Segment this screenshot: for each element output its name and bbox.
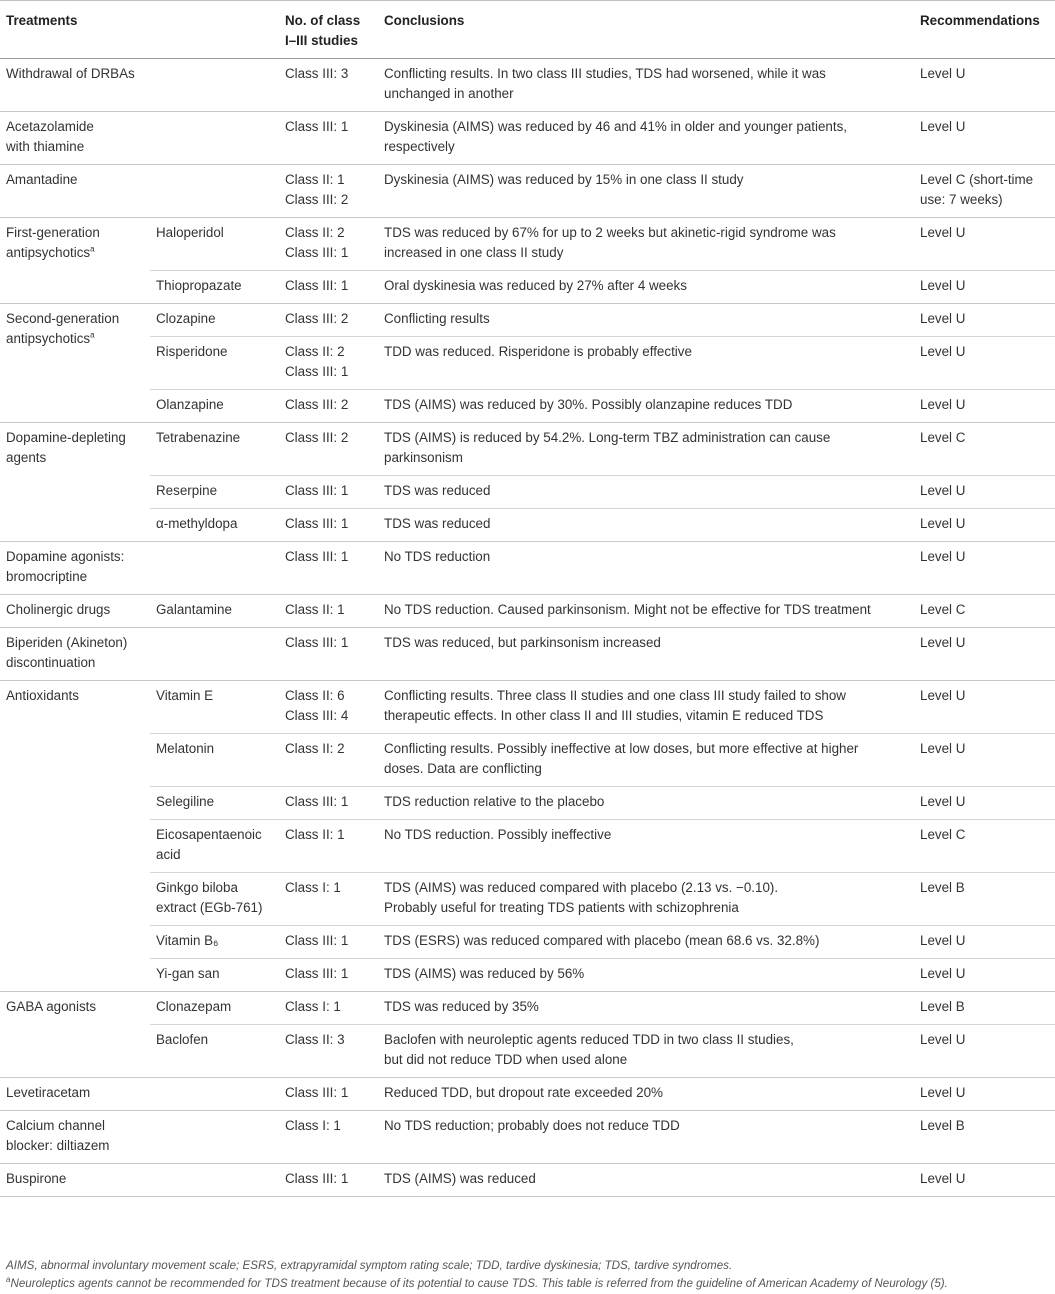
table-row — [0, 1111, 1055, 1164]
studies-cell: Class III: 1 — [279, 628, 378, 681]
studies-cell: Class II: 1 — [279, 595, 378, 628]
studies-cell: Class II: 2 Class III: 1 — [279, 218, 378, 271]
treatment-cell — [0, 1111, 279, 1164]
treatment-name: Second-generation antipsychotics — [6, 311, 120, 346]
conclusion-cell: Conflicting results. Three class II studies and one class III study failed to show therapeutic effects. In other class II and III studies, vitamin E reduced TDS — [378, 681, 914, 734]
studies-cell: Class II: 1 Class III: 2 — [279, 165, 378, 218]
recommendation-cell: Level U — [914, 734, 1055, 787]
studies-cell: Class III: 3 — [279, 59, 378, 112]
treatment-cell — [0, 542, 279, 595]
studies-cell: Class III: 1 — [279, 476, 378, 509]
conclusion-cell: Dyskinesia (AIMS) was reduced by 46 and 41% in older and younger patients, respectively — [378, 112, 914, 165]
recommendation-cell: Level U — [914, 1078, 1055, 1111]
table-header — [0, 1, 1055, 59]
table-row — [0, 787, 1055, 820]
recommendation-cell: Level U — [914, 542, 1055, 595]
table-row — [0, 112, 1055, 165]
conclusion-cell: Oral dyskinesia was reduced by 27% after 4 weeks — [378, 271, 914, 304]
drug-cell: Tetrabenazine — [150, 423, 279, 476]
table-row — [0, 992, 1055, 1025]
drug-cell: Vitamin E — [150, 681, 279, 734]
treatment-cell — [0, 1078, 279, 1111]
table-row — [0, 1025, 1055, 1078]
drug-cell: α-methyldopa — [150, 509, 279, 542]
recommendation-cell: Level B — [914, 873, 1055, 926]
table-row — [0, 542, 1055, 595]
drug-cell: Vitamin B₆ — [150, 926, 279, 959]
drug-cell: Haloperidol — [150, 218, 279, 271]
conclusion-cell: Conflicting results. Possibly ineffective at low doses, but more effective at higher doses. Data are conflicting — [378, 734, 914, 787]
conclusion-cell: TDS was reduced, but parkinsonism increased — [378, 628, 914, 681]
table-row — [0, 1164, 1055, 1197]
drug-cell: Thiopropazate — [150, 271, 279, 304]
conclusion-cell: TDS (ESRS) was reduced compared with placebo (mean 68.6 vs. 32.8%) — [378, 926, 914, 959]
treatment-cell — [0, 304, 150, 423]
table-row — [0, 595, 1055, 628]
footnote-note — [6, 1275, 1051, 1293]
table-row — [0, 476, 1055, 509]
studies-cell: Class I: 1 — [279, 992, 378, 1025]
conclusion-cell: TDS was reduced by 35% — [378, 992, 914, 1025]
treatment-cell — [0, 1164, 279, 1197]
conclusion-cell: TDS was reduced — [378, 476, 914, 509]
drug-cell: Selegiline — [150, 787, 279, 820]
drug-cell: Yi-gan san — [150, 959, 279, 992]
conclusion-cell: TDS (AIMS) was reduced compared with placebo (2.13 vs. −0.10). Probably useful for treating TDS patients with schizophrenia — [378, 873, 914, 926]
treatment-name: GABA agonists — [6, 999, 97, 1014]
drug-cell: Clonazepam — [150, 992, 279, 1025]
treatment-name: Acetazolamide with thiamine — [6, 119, 94, 154]
studies-cell: Class III: 1 — [279, 271, 378, 304]
conclusion-cell: Dyskinesia (AIMS) was reduced by 15% in one class II study — [378, 165, 914, 218]
treatment-cell — [0, 992, 150, 1078]
studies-cell: Class II: 3 — [279, 1025, 378, 1078]
table-row — [0, 304, 1055, 337]
table-row — [0, 681, 1055, 734]
table-row — [0, 509, 1055, 542]
treatment-name: Biperiden (Akineton) discontinuation — [6, 635, 128, 670]
recommendation-cell: Level U — [914, 337, 1055, 390]
recommendation-cell: Level U — [914, 787, 1055, 820]
studies-cell: Class I: 1 — [279, 1111, 378, 1164]
treatment-name: Cholinergic drugs — [6, 602, 111, 617]
drug-cell: Clozapine — [150, 304, 279, 337]
studies-cell: Class II: 2 — [279, 734, 378, 787]
conclusion-cell: No TDS reduction. Caused parkinsonism. Might not be effective for TDS treatment — [378, 595, 914, 628]
recommendation-cell: Level C (short-time use: 7 weeks) — [914, 165, 1055, 218]
treatment-cell — [0, 628, 279, 681]
treatment-name: Antioxidants — [6, 688, 79, 703]
table-row — [0, 59, 1055, 112]
studies-cell: Class II: 6 Class III: 4 — [279, 681, 378, 734]
studies-cell: Class III: 2 — [279, 390, 378, 423]
recommendation-cell: Level U — [914, 959, 1055, 992]
drug-cell: Eicosapentaenoic acid — [150, 820, 279, 873]
conclusion-cell: TDS (AIMS) was reduced by 30%. Possibly olanzapine reduces TDD — [378, 390, 914, 423]
treatment-cell — [0, 681, 150, 992]
treatment-name: Dopamine-depleting agents — [6, 430, 126, 465]
studies-cell: Class III: 1 — [279, 1164, 378, 1197]
header-row — [0, 1, 1055, 59]
conclusion-cell: Conflicting results — [378, 304, 914, 337]
recommendation-cell: Level C — [914, 820, 1055, 873]
studies-cell: Class III: 1 — [279, 926, 378, 959]
table-row — [0, 165, 1055, 218]
conclusion-cell: TDS reduction relative to the placebo — [378, 787, 914, 820]
treatment-cell — [0, 165, 279, 218]
table-row — [0, 1078, 1055, 1111]
recommendation-cell: Level U — [914, 926, 1055, 959]
drug-cell: Olanzapine — [150, 390, 279, 423]
treatment-name: Buspirone — [6, 1171, 67, 1186]
studies-cell: Class III: 1 — [279, 542, 378, 595]
treatment-cell — [0, 59, 279, 112]
conclusion-cell: TDS was reduced — [378, 509, 914, 542]
table-row — [0, 390, 1055, 423]
drug-cell: Ginkgo biloba extract (EGb-761) — [150, 873, 279, 926]
studies-cell: Class III: 2 — [279, 304, 378, 337]
footnote-note-text: Neuroleptics agents cannot be recommended for TDS treatment because of its potential to cause TDS. This table is referred from the guideline of American Academy of Neurology (5). — [10, 1277, 948, 1290]
recommendation-cell: Level U — [914, 476, 1055, 509]
table-row — [0, 337, 1055, 390]
footnote-marker: a — [90, 244, 95, 254]
recommendation-cell: Level U — [914, 304, 1055, 337]
table-row — [0, 423, 1055, 476]
recommendation-cell: Level C — [914, 423, 1055, 476]
treatment-name: Dopamine agonists: bromocriptine — [6, 549, 125, 584]
conclusion-cell: No TDS reduction — [378, 542, 914, 595]
conclusion-cell: TDD was reduced. Risperidone is probably effective — [378, 337, 914, 390]
recommendation-cell: Level U — [914, 681, 1055, 734]
recommendation-cell: Level U — [914, 628, 1055, 681]
studies-cell: Class III: 1 — [279, 112, 378, 165]
conclusion-cell: No TDS reduction. Possibly ineffective — [378, 820, 914, 873]
treatment-name: Levetiracetam — [6, 1085, 91, 1100]
treatment-name: First-generation antipsychotics — [6, 225, 100, 260]
studies-cell: Class III: 2 — [279, 423, 378, 476]
recommendation-cell: Level U — [914, 390, 1055, 423]
studies-cell: Class II: 2 Class III: 1 — [279, 337, 378, 390]
table-row — [0, 926, 1055, 959]
drug-cell: Melatonin — [150, 734, 279, 787]
conclusion-cell: TDS (AIMS) was reduced by 56% — [378, 959, 914, 992]
table-body — [0, 59, 1055, 1197]
treatment-cell — [0, 595, 150, 628]
table-row — [0, 271, 1055, 304]
studies-cell: Class III: 1 — [279, 959, 378, 992]
header-recommendations: Recommendations — [914, 1, 1055, 59]
studies-cell: Class III: 1 — [279, 509, 378, 542]
footnote-abbreviations: AIMS, abnormal involuntary movement scale; ESRS, extrapyramidal symptom rating scale; TDD, tardive dyskinesia; TDS, tardive syndromes. — [6, 1259, 733, 1272]
drug-cell: Baclofen — [150, 1025, 279, 1078]
conclusion-cell: TDS was reduced by 67% for up to 2 weeks but akinetic-rigid syndrome was increased in one class II study — [378, 218, 914, 271]
studies-cell: Class III: 1 — [279, 787, 378, 820]
treatment-name: Calcium channel blocker: diltiazem — [6, 1118, 110, 1153]
recommendation-cell: Level U — [914, 112, 1055, 165]
conclusion-cell: TDS (AIMS) was reduced — [378, 1164, 914, 1197]
header-treatments: Treatments — [0, 1, 279, 59]
recommendation-cell: Level C — [914, 595, 1055, 628]
header-conclusions: Conclusions — [378, 1, 914, 59]
recommendation-cell: Level U — [914, 1025, 1055, 1078]
recommendation-cell: Level U — [914, 271, 1055, 304]
treatment-cell — [0, 423, 150, 542]
table-row — [0, 820, 1055, 873]
recommendation-cell: Level B — [914, 1111, 1055, 1164]
recommendation-cell: Level U — [914, 218, 1055, 271]
treatment-name: Withdrawal of DRBAs — [6, 66, 135, 81]
header-studies: No. of class I–III studies — [279, 1, 378, 59]
conclusion-cell: Conflicting results. In two class III studies, TDS had worsened, while it was unchanged in another — [378, 59, 914, 112]
recommendation-cell: Level U — [914, 59, 1055, 112]
treatment-cell — [0, 112, 279, 165]
treatment-name: Amantadine — [6, 172, 78, 187]
conclusion-cell: TDS (AIMS) is reduced by 54.2%. Long-term TBZ administration can cause parkinsonism — [378, 423, 914, 476]
table-row — [0, 218, 1055, 271]
conclusion-cell: Baclofen with neuroleptic agents reduced TDD in two class II studies, but did not reduce TDD when used alone — [378, 1025, 914, 1078]
footnote-marker: a — [90, 330, 95, 340]
recommendation-cell: Level U — [914, 1164, 1055, 1197]
table-row — [0, 628, 1055, 681]
drug-cell: Reserpine — [150, 476, 279, 509]
footnote-marker: a — [6, 1275, 11, 1285]
recommendation-cell: Level U — [914, 509, 1055, 542]
conclusion-cell: Reduced TDD, but dropout rate exceeded 20% — [378, 1078, 914, 1111]
table-row — [0, 873, 1055, 926]
studies-cell: Class I: 1 — [279, 873, 378, 926]
recommendation-cell: Level B — [914, 992, 1055, 1025]
drug-cell: Risperidone — [150, 337, 279, 390]
treatment-cell — [0, 218, 150, 304]
table-row — [0, 734, 1055, 787]
drug-cell: Galantamine — [150, 595, 279, 628]
conclusion-cell: No TDS reduction; probably does not reduce TDD — [378, 1111, 914, 1164]
studies-cell: Class III: 1 — [279, 1078, 378, 1111]
studies-cell: Class II: 1 — [279, 820, 378, 873]
table-footnotes — [6, 1257, 1051, 1293]
table-row — [0, 959, 1055, 992]
